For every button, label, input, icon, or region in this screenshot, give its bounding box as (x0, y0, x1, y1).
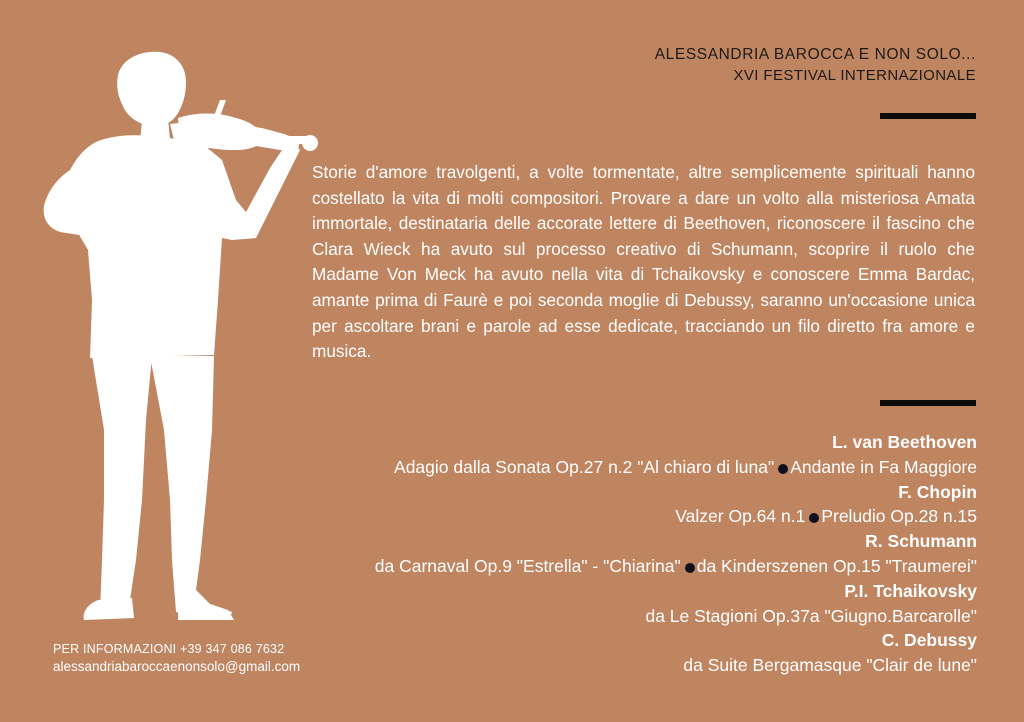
piece-list (217, 455, 977, 480)
piece-list (217, 504, 977, 529)
contact-email[interactable]: alessandriabaroccaenonsolo@gmail.com (53, 659, 301, 674)
piece-list (217, 554, 977, 579)
composer-name: C. Debussy (881, 630, 977, 651)
contact-info (53, 640, 300, 676)
piece-title: Preludio Op.28 n.15 (821, 506, 977, 527)
contact-phone: PER INFORMAZIONI +39 347 086 7632 (53, 642, 285, 656)
piece-title: da Kinderszenen Op.15 "Traumerei" (696, 555, 977, 576)
concert-program (217, 430, 977, 678)
intro-paragraph: Storie d'amore travolgenti, a volte tormentate, altre semplicemente spirituali hanno costellato la vita di molti compositori. Provare a dare un volto alla misteriosa Amata immortale, destinataria delle accorate lettere di Beethoven, riconoscere il fascino che Clara Wieck ha avuto sul processo creativo di Schumann, scoprire il ruolo che Madame Von Meck ha avuto nella vita di Tchaikovsky e conoscere Emma Bardac, amante prima di Faurè e poi seconda moglie di Debussy, saranno un'occasione unica per ascoltare brani e parole ad esse dedicate, tracciando un filo diretto fra amore e musica. (312, 162, 975, 362)
composer-name: R. Schumann (865, 531, 977, 552)
divider-top (880, 113, 976, 119)
piece-title: Valzer Op.64 n.1 (675, 506, 806, 527)
composer-name: P.I. Tchaikovsky (844, 580, 977, 601)
festival-subtitle: XVI FESTIVAL INTERNAZIONALE (733, 67, 976, 84)
piece-title: da Carnaval Op.9 "Estrella" - "Chiarina" (374, 555, 681, 576)
piece-title: da Le Stagioni Op.37a "Giugno.Barcarolle" (645, 605, 977, 626)
composer-name: L. van Beethoven (832, 432, 977, 452)
piece-title: da Suite Bergamasque "Clair de lune" (683, 655, 977, 676)
composer-name: F. Chopin (898, 481, 977, 502)
bullet-dot-icon (809, 513, 819, 523)
piece-title: Adagio dalla Sonata Op.27 n.2 "Al chiaro di luna" (394, 456, 775, 477)
piece-list (217, 604, 977, 629)
piece-list (217, 653, 977, 678)
divider-program (880, 400, 976, 406)
bullet-dot-icon (685, 563, 695, 573)
bullet-dot-icon (778, 464, 788, 474)
festival-title: ALESSANDRIA BAROCCA E NON SOLO... (654, 46, 976, 63)
piece-title: Andante in Fa Maggiore (790, 456, 977, 477)
festival-header (655, 44, 976, 86)
